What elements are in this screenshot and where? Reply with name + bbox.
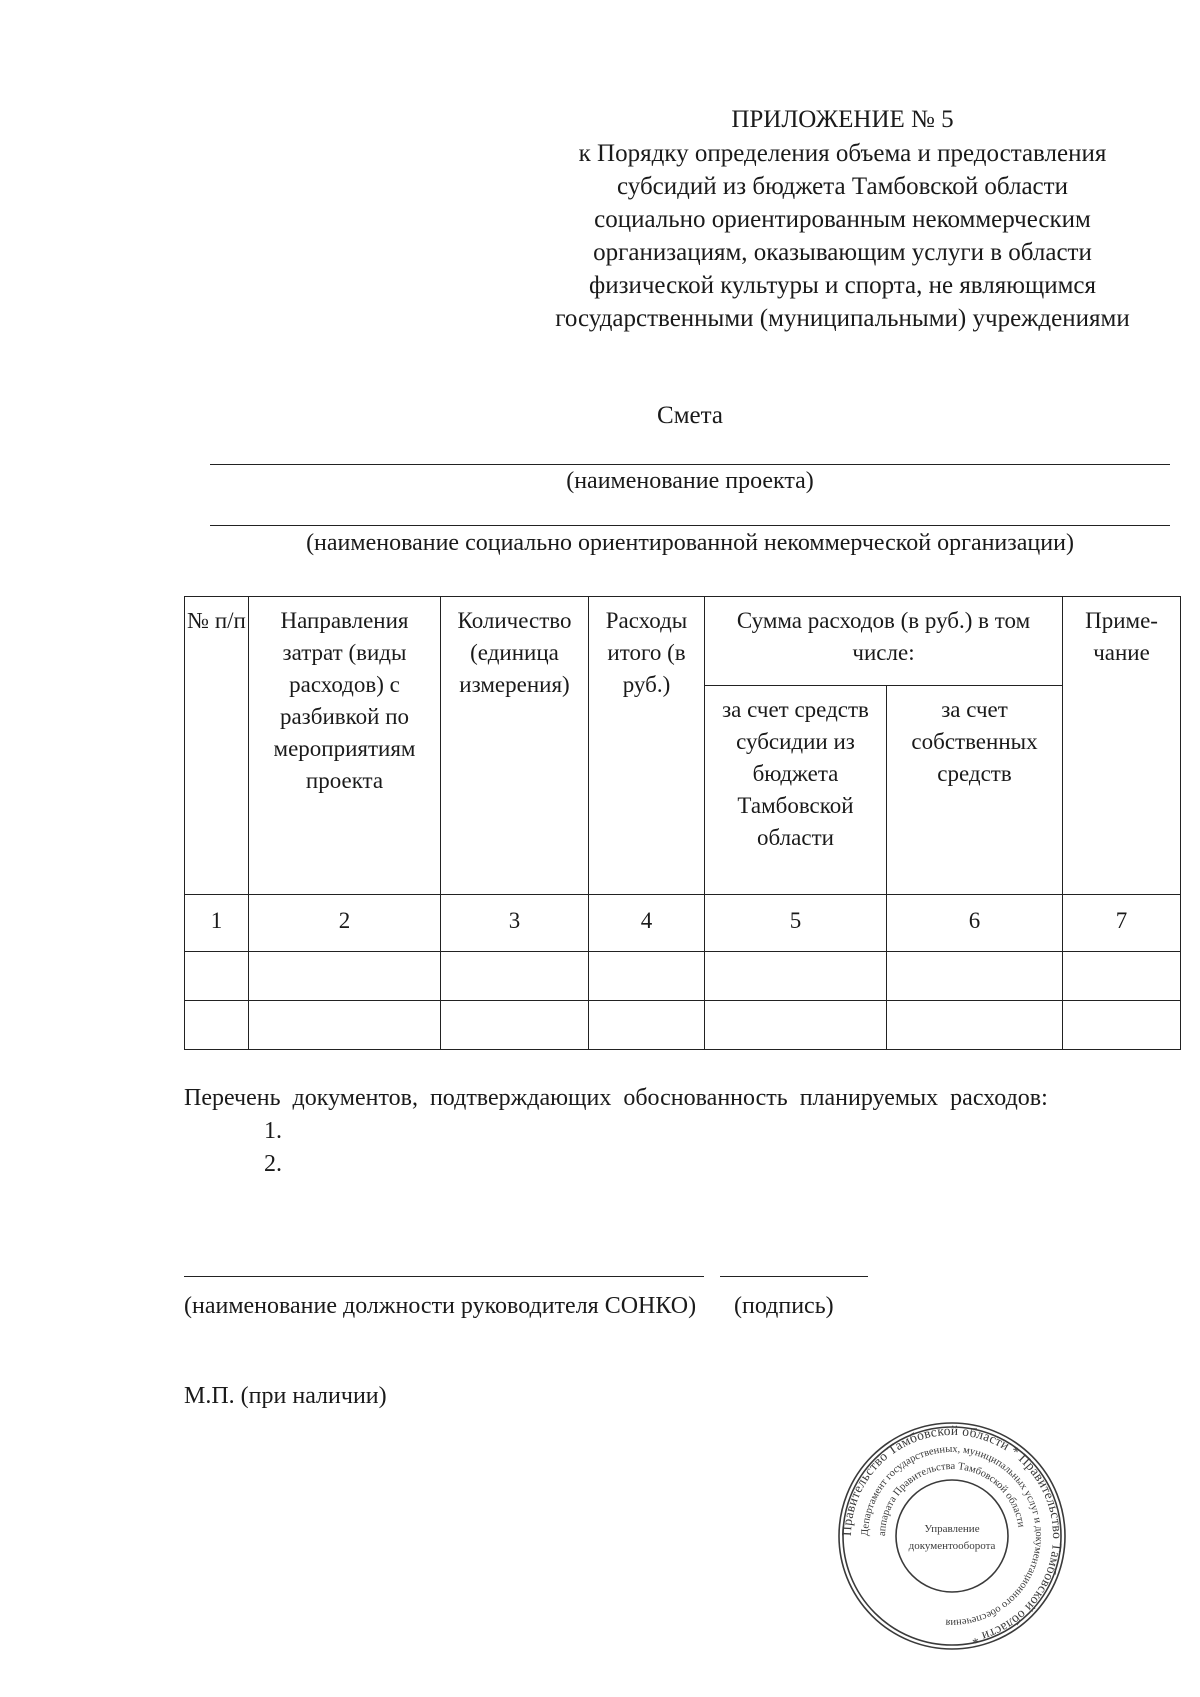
- column-number: 1: [185, 895, 249, 952]
- position-line: [184, 1276, 704, 1277]
- signature-caption: (подпись): [734, 1293, 834, 1319]
- stamp-outer-text: Правительство Тамбовской области * Правительство Тамбовской области *: [838, 1422, 1066, 1648]
- column-number: 7: [1063, 895, 1181, 952]
- table-cell: [589, 952, 705, 1001]
- stamp-center-line: Управление: [924, 1523, 980, 1535]
- appendix-line: физической культуры и спорта, не являющимся: [589, 272, 1096, 299]
- table-header-row: [185, 597, 1181, 686]
- appendix-line: организациям, оказывающим услуги в области: [593, 239, 1092, 266]
- stamp-inner-text: аппарата Правительства Тамбовской области: [876, 1460, 1027, 1537]
- stamp-center-line: документооборота: [908, 1540, 996, 1552]
- column-number: 3: [441, 895, 589, 952]
- appendix-line: субсидий из бюджета Тамбовской области: [617, 173, 1068, 200]
- column-number: 6: [887, 895, 1063, 952]
- table-cell: [705, 952, 887, 1001]
- position-caption: (наименование должности руководителя СОНКО): [184, 1293, 697, 1319]
- table-cell: [249, 952, 441, 1001]
- project-name-caption: (наименование проекта): [566, 468, 814, 494]
- appendix-header: [500, 103, 1185, 335]
- column-number: 4: [589, 895, 705, 952]
- table-cell: [1063, 1001, 1181, 1050]
- table-cell: [185, 952, 249, 1001]
- column-number: 2: [249, 895, 441, 952]
- header-directions: Направления затрат (виды расходов) с разбивкой по мероприятиям проекта: [249, 597, 441, 895]
- appendix-line: к Порядку определения объема и предоставления: [578, 140, 1107, 167]
- table-row: [185, 952, 1181, 1001]
- table-cell: [887, 1001, 1063, 1050]
- appendix-line: социально ориентированным некоммерческим: [594, 206, 1091, 233]
- organization-name-caption: (наименование социально ориентированной некоммерческой организации): [306, 530, 1074, 556]
- column-number-row: [185, 895, 1181, 952]
- table-cell: [249, 1001, 441, 1050]
- appendix-title: ПРИЛОЖЕНИЕ № 5: [731, 106, 954, 133]
- table-cell: [705, 1001, 887, 1050]
- documents-section: [184, 1082, 1180, 1181]
- documents-list-item: 1.: [264, 1118, 282, 1144]
- estimate-title: Смета: [657, 402, 723, 429]
- header-quantity: Количество (единица измерения): [441, 597, 589, 895]
- header-num: № п/п: [185, 597, 249, 895]
- estimate-table: [184, 596, 1181, 1050]
- stamp-middle-text: Департамент государственных, муниципальных услуг и документационного обеспечения: [859, 1443, 1045, 1629]
- header-own-funds: за счет собственных средств: [887, 686, 1063, 895]
- header-sum-group: Сумма расходов (в руб.) в том числе:: [705, 597, 1063, 686]
- table-cell: [441, 1001, 589, 1050]
- seal-note: М.П. (при наличии): [184, 1383, 387, 1409]
- table-cell: [887, 952, 1063, 1001]
- table-cell: [185, 1001, 249, 1050]
- table-cell: [589, 1001, 705, 1050]
- header-total: Расходы итого (в руб.): [589, 597, 705, 895]
- appendix-line: государственными (муниципальными) учреждениями: [555, 305, 1130, 332]
- table-cell: [1063, 952, 1181, 1001]
- documents-list-item: 2.: [264, 1151, 282, 1177]
- header-note: Приме-чание: [1063, 597, 1181, 895]
- signature-line: [720, 1276, 868, 1277]
- documents-intro: Перечень документов, подтверждающих обоснованность планируемых расходов:: [184, 1085, 1048, 1111]
- project-name-line: [210, 464, 1170, 465]
- column-number: 5: [705, 895, 887, 952]
- table-row: [185, 1001, 1181, 1050]
- official-stamp: [836, 1420, 1068, 1652]
- organization-name-line: [210, 525, 1170, 526]
- header-subsidy-funds: за счет средств субсидии из бюджета Тамбовской области: [705, 686, 887, 895]
- table-cell: [441, 952, 589, 1001]
- stamp-center-ring: [896, 1480, 1008, 1592]
